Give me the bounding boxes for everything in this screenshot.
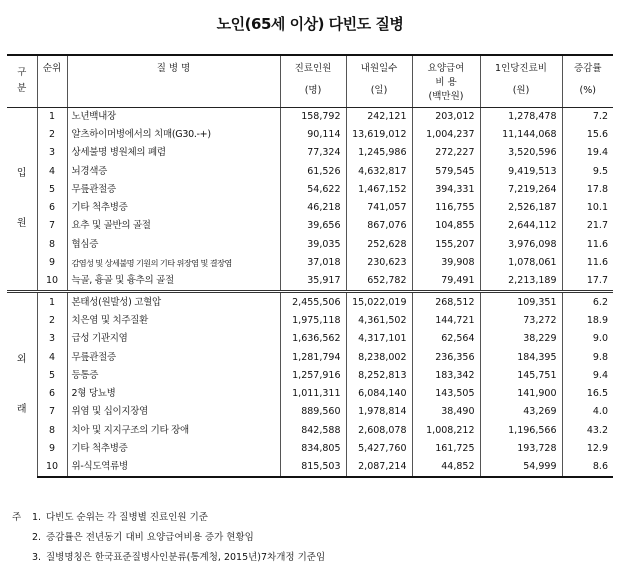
header-days: 내원일수 (일) xyxy=(346,55,412,107)
table-cell-patients: 1,257,916 xyxy=(280,367,346,385)
table-cell-disease: 2형 당뇨병 xyxy=(67,385,280,403)
table-cell-per-person: 2,644,112 xyxy=(480,217,562,235)
table-cell-disease: 노년백내장 xyxy=(67,107,280,126)
table-cell-change: 19.4 xyxy=(562,144,613,162)
table-cell-patients: 2,455,506 xyxy=(280,292,346,312)
table-cell-days: 2,087,214 xyxy=(346,458,412,477)
table-cell-change: 7.2 xyxy=(562,107,613,126)
table-cell-per-person: 2,526,187 xyxy=(480,199,562,217)
header-change: 증감률 (%) xyxy=(562,55,613,107)
footnote-3: 3. 질병명칭은 한국표준질병사인분류(통계청, 2015년)7차개정 기준임 xyxy=(32,552,326,563)
table-cell-change: 9.4 xyxy=(562,367,613,385)
table-cell-disease: 기타 척추병증 xyxy=(67,199,280,217)
table-cell-change: 16.5 xyxy=(562,385,613,403)
table-cell-per-person: 73,272 xyxy=(480,312,562,330)
table-cell-disease: 치은염 및 치주질환 xyxy=(67,312,280,330)
table-cell-disease: 알츠하이머병에서의 치매(G30.-+) xyxy=(67,126,280,144)
table-row xyxy=(7,217,613,235)
table-cell-change: 11.6 xyxy=(562,254,613,272)
table-cell-patients: 54,622 xyxy=(280,181,346,199)
table-cell-patients: 35,917 xyxy=(280,272,346,292)
table-row xyxy=(7,292,613,312)
table-cell-disease: 위염 및 십이지장염 xyxy=(67,403,280,421)
table-cell-days: 1,467,152 xyxy=(346,181,412,199)
table-cell-cost: 116,755 xyxy=(412,199,480,217)
table-cell-rank: 8 xyxy=(37,422,67,440)
table-cell-per-person: 1,278,478 xyxy=(480,107,562,126)
table-cell-disease: 요추 및 골반의 골절 xyxy=(67,217,280,235)
table-cell-rank: 10 xyxy=(37,272,67,292)
table-body xyxy=(7,107,613,477)
table-cell-patients: 815,503 xyxy=(280,458,346,477)
group-label: 입 원 xyxy=(16,167,27,229)
table-cell-days: 6,084,140 xyxy=(346,385,412,403)
table-row xyxy=(7,385,613,403)
table-cell-per-person: 109,351 xyxy=(480,292,562,312)
table-cell-rank: 4 xyxy=(37,162,67,180)
header-rank: 순위 xyxy=(37,55,67,107)
table-cell-days: 1,245,986 xyxy=(346,144,412,162)
table-cell-days: 5,427,760 xyxy=(346,440,412,458)
table-cell-disease: 급성 기관지염 xyxy=(67,330,280,348)
table-cell-per-person: 11,144,068 xyxy=(480,126,562,144)
table-row xyxy=(7,254,613,272)
table-cell-rank: 3 xyxy=(37,144,67,162)
table-row xyxy=(7,181,613,199)
table-cell-change: 43.2 xyxy=(562,422,613,440)
table-cell-rank: 6 xyxy=(37,385,67,403)
table-cell-rank: 9 xyxy=(37,440,67,458)
table-cell-rank: 1 xyxy=(37,292,67,312)
table-cell-cost: 79,491 xyxy=(412,272,480,292)
table-cell-patients: 1,011,311 xyxy=(280,385,346,403)
table-cell-patients: 1,975,118 xyxy=(280,312,346,330)
table-row xyxy=(7,440,613,458)
table-cell-cost: 62,564 xyxy=(412,330,480,348)
table-cell-rank: 6 xyxy=(37,199,67,217)
table-cell-patients: 61,526 xyxy=(280,162,346,180)
table-cell-cost: 143,505 xyxy=(412,385,480,403)
table-cell-per-person: 38,229 xyxy=(480,330,562,348)
table-cell-per-person: 9,419,513 xyxy=(480,162,562,180)
table-row xyxy=(7,126,613,144)
table-cell-cost: 155,207 xyxy=(412,236,480,254)
table-cell-disease: 뇌경색증 xyxy=(67,162,280,180)
table-cell-days: 13,619,012 xyxy=(346,126,412,144)
table-cell-rank: 2 xyxy=(37,126,67,144)
table-cell-days: 741,057 xyxy=(346,199,412,217)
table-row xyxy=(7,422,613,440)
table-cell-cost: 579,545 xyxy=(412,162,480,180)
footnotes xyxy=(12,508,325,568)
table-cell-cost: 236,356 xyxy=(412,348,480,366)
table-cell-change: 10.1 xyxy=(562,199,613,217)
table-cell-per-person: 3,976,098 xyxy=(480,236,562,254)
table-cell-per-person: 54,999 xyxy=(480,458,562,477)
table-cell-per-person: 3,520,596 xyxy=(480,144,562,162)
table-cell-per-person: 2,213,189 xyxy=(480,272,562,292)
table-cell-rank: 10 xyxy=(37,458,67,477)
table-cell-per-person: 1,078,061 xyxy=(480,254,562,272)
table-cell-rank: 2 xyxy=(37,312,67,330)
table-cell-patients: 842,588 xyxy=(280,422,346,440)
table-cell-patients: 90,114 xyxy=(280,126,346,144)
table-cell-cost: 272,227 xyxy=(412,144,480,162)
table-cell-disease: 감염성 및 상세불명 기원의 기타 위장염 및 결장염 xyxy=(67,254,280,272)
table-cell-change: 6.2 xyxy=(562,292,613,312)
table-cell-days: 4,632,817 xyxy=(346,162,412,180)
table-cell-cost: 183,342 xyxy=(412,367,480,385)
table-cell-per-person: 184,395 xyxy=(480,348,562,366)
table-row xyxy=(7,144,613,162)
table-cell-days: 4,317,101 xyxy=(346,330,412,348)
table-cell-cost: 39,908 xyxy=(412,254,480,272)
table-cell-per-person: 7,219,264 xyxy=(480,181,562,199)
footnote-1: 주 1. 다빈도 순위는 각 질병별 진료인원 기준 xyxy=(12,512,208,523)
table-row xyxy=(7,367,613,385)
table-row xyxy=(7,458,613,477)
page-title: 노인(65세 이상) 다빈도 질병 xyxy=(216,15,404,33)
table-cell-cost: 268,512 xyxy=(412,292,480,312)
table-cell-days: 230,623 xyxy=(346,254,412,272)
table-cell-days: 4,361,502 xyxy=(346,312,412,330)
table-cell-disease: 기타 척추병증 xyxy=(67,440,280,458)
table-cell-rank: 8 xyxy=(37,236,67,254)
table-cell-disease: 위-식도역류병 xyxy=(67,458,280,477)
table-cell-cost: 44,852 xyxy=(412,458,480,477)
table-cell-rank: 7 xyxy=(37,217,67,235)
table-cell-cost: 144,721 xyxy=(412,312,480,330)
footnote-2: 2. 증감률은 전년동기 대비 요양급여비용 증가 현황임 xyxy=(32,532,254,543)
table-cell-per-person: 141,900 xyxy=(480,385,562,403)
table-cell-cost: 161,725 xyxy=(412,440,480,458)
table-cell-days: 867,076 xyxy=(346,217,412,235)
table-cell-per-person: 1,196,566 xyxy=(480,422,562,440)
table-cell-days: 8,238,002 xyxy=(346,348,412,366)
table-row xyxy=(7,199,613,217)
table-cell-rank: 5 xyxy=(37,181,67,199)
table-cell-cost: 38,490 xyxy=(412,403,480,421)
table-cell-rank: 4 xyxy=(37,348,67,366)
table-cell-patients: 77,324 xyxy=(280,144,346,162)
table-cell-days: 242,121 xyxy=(346,107,412,126)
table-cell-days: 15,022,019 xyxy=(346,292,412,312)
table-cell-patients: 46,218 xyxy=(280,199,346,217)
disease-table xyxy=(7,54,613,478)
table-cell-disease: 무릎관절증 xyxy=(67,348,280,366)
table-cell-change: 9.0 xyxy=(562,330,613,348)
table-cell-change: 18.9 xyxy=(562,312,613,330)
table-cell-patients: 37,018 xyxy=(280,254,346,272)
table-row xyxy=(7,272,613,292)
table-cell-patients: 39,035 xyxy=(280,236,346,254)
table-cell-rank: 5 xyxy=(37,367,67,385)
header-cost: 요양급여 비 용 (백만원) xyxy=(412,55,480,107)
header-row xyxy=(7,55,613,107)
table-cell-per-person: 193,728 xyxy=(480,440,562,458)
header-per-person: 1인당진료비 (원) xyxy=(480,55,562,107)
table-cell-change: 17.8 xyxy=(562,181,613,199)
table-cell-patients: 158,792 xyxy=(280,107,346,126)
table-cell-disease: 협심증 xyxy=(67,236,280,254)
table-cell-rank: 7 xyxy=(37,403,67,421)
table-row xyxy=(7,348,613,366)
table-cell-disease: 본태성(원발성) 고혈압 xyxy=(67,292,280,312)
table-cell-change: 9.8 xyxy=(562,348,613,366)
table-cell-disease: 등통증 xyxy=(67,367,280,385)
table-cell-days: 8,252,813 xyxy=(346,367,412,385)
table-cell-change: 21.7 xyxy=(562,217,613,235)
table-cell-rank: 9 xyxy=(37,254,67,272)
table-cell-patients: 889,560 xyxy=(280,403,346,421)
table-cell-change: 17.7 xyxy=(562,272,613,292)
table-cell-days: 252,628 xyxy=(346,236,412,254)
table-cell-rank: 1 xyxy=(37,107,67,126)
table-cell-patients: 1,636,562 xyxy=(280,330,346,348)
table-cell-disease: 무릎관절증 xyxy=(67,181,280,199)
header-disease: 질 병 명 xyxy=(67,55,280,107)
table-cell-days: 652,782 xyxy=(346,272,412,292)
table-cell-patients: 1,281,794 xyxy=(280,348,346,366)
table-cell-cost: 394,331 xyxy=(412,181,480,199)
group-label: 외 래 xyxy=(7,292,37,477)
table-cell-disease: 치아 및 지지구조의 기타 장애 xyxy=(67,422,280,440)
table-cell-cost: 104,855 xyxy=(412,217,480,235)
table-cell-rank: 3 xyxy=(37,330,67,348)
table-cell-cost: 203,012 xyxy=(412,107,480,126)
table-cell-change: 12.9 xyxy=(562,440,613,458)
table-row xyxy=(7,312,613,330)
table-row xyxy=(7,330,613,348)
table-cell-change: 4.0 xyxy=(562,403,613,421)
header-group: 구분 xyxy=(7,55,37,107)
table-cell-cost: 1,008,212 xyxy=(412,422,480,440)
table-cell-per-person: 145,751 xyxy=(480,367,562,385)
table-cell-change: 8.6 xyxy=(562,458,613,477)
table-cell-days: 1,978,814 xyxy=(346,403,412,421)
table-row xyxy=(7,403,613,421)
table-cell-change: 9.5 xyxy=(562,162,613,180)
table-cell-per-person: 43,269 xyxy=(480,403,562,421)
table-row xyxy=(7,107,613,126)
table-cell-disease: 늑골, 흉골 및 흉추의 골절 xyxy=(67,272,280,292)
header-patients: 진료인원 (명) xyxy=(280,55,346,107)
table-cell-cost: 1,004,237 xyxy=(412,126,480,144)
table-cell-disease: 상세불명 병원체의 폐렴 xyxy=(67,144,280,162)
table-row xyxy=(7,162,613,180)
table-cell-change: 11.6 xyxy=(562,236,613,254)
table-cell-patients: 39,656 xyxy=(280,217,346,235)
table-cell-patients: 834,805 xyxy=(280,440,346,458)
table-row xyxy=(7,236,613,254)
table-cell-days: 2,608,078 xyxy=(346,422,412,440)
table-cell-change: 15.6 xyxy=(562,126,613,144)
